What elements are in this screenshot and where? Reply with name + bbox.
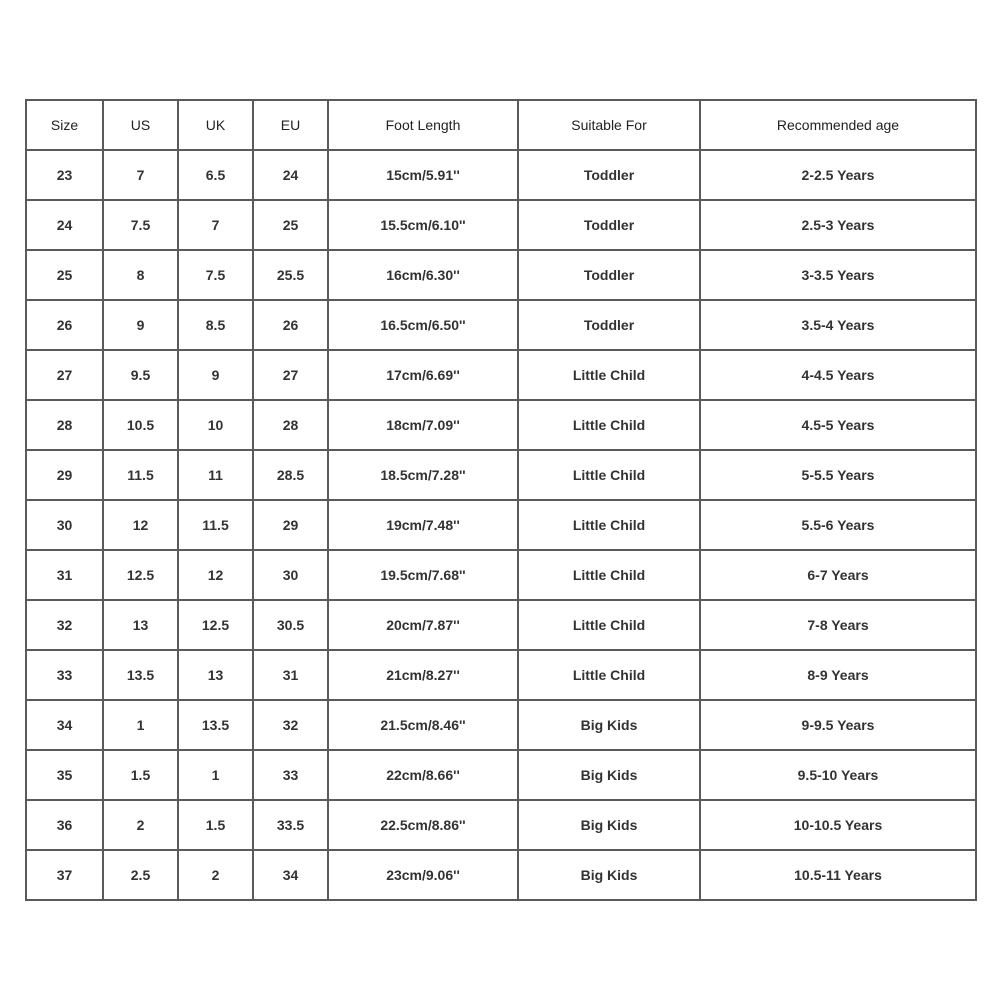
table-row bbox=[26, 350, 976, 400]
foot-length-cell: 22.5cm/8.86'' bbox=[328, 800, 518, 850]
eu-cell: 30.5 bbox=[253, 600, 328, 650]
suitable-for-cell: Big Kids bbox=[518, 850, 700, 900]
eu-cell: 28 bbox=[253, 400, 328, 450]
us-cell: 9.5 bbox=[103, 350, 178, 400]
table-row bbox=[26, 850, 976, 900]
eu-cell: 29 bbox=[253, 500, 328, 550]
eu-cell: 32 bbox=[253, 700, 328, 750]
recommended-age-cell: 10.5-11 Years bbox=[700, 850, 976, 900]
foot-length-cell: 20cm/7.87'' bbox=[328, 600, 518, 650]
eu-cell: 26 bbox=[253, 300, 328, 350]
table-row bbox=[26, 750, 976, 800]
header-foot-length: Foot Length bbox=[328, 100, 518, 150]
recommended-age-cell: 8-9 Years bbox=[700, 650, 976, 700]
us-cell: 1 bbox=[103, 700, 178, 750]
recommended-age-cell: 10-10.5 Years bbox=[700, 800, 976, 850]
header-eu: EU bbox=[253, 100, 328, 150]
table-row bbox=[26, 150, 976, 200]
us-cell: 11.5 bbox=[103, 450, 178, 500]
suitable-for-cell: Little Child bbox=[518, 650, 700, 700]
table-row bbox=[26, 400, 976, 450]
us-cell: 13.5 bbox=[103, 650, 178, 700]
table-row bbox=[26, 600, 976, 650]
recommended-age-cell: 6-7 Years bbox=[700, 550, 976, 600]
recommended-age-cell: 5.5-6 Years bbox=[700, 500, 976, 550]
recommended-age-cell: 4.5-5 Years bbox=[700, 400, 976, 450]
size-cell: 34 bbox=[26, 700, 103, 750]
suitable-for-cell: Little Child bbox=[518, 550, 700, 600]
eu-cell: 24 bbox=[253, 150, 328, 200]
eu-cell: 34 bbox=[253, 850, 328, 900]
uk-cell: 8.5 bbox=[178, 300, 253, 350]
table-row bbox=[26, 300, 976, 350]
header-size: Size bbox=[26, 100, 103, 150]
foot-length-cell: 15cm/5.91'' bbox=[328, 150, 518, 200]
us-cell: 1.5 bbox=[103, 750, 178, 800]
foot-length-cell: 19.5cm/7.68'' bbox=[328, 550, 518, 600]
recommended-age-cell: 3.5-4 Years bbox=[700, 300, 976, 350]
eu-cell: 25.5 bbox=[253, 250, 328, 300]
uk-cell: 7 bbox=[178, 200, 253, 250]
uk-cell: 7.5 bbox=[178, 250, 253, 300]
uk-cell: 11.5 bbox=[178, 500, 253, 550]
size-cell: 29 bbox=[26, 450, 103, 500]
uk-cell: 10 bbox=[178, 400, 253, 450]
size-cell: 36 bbox=[26, 800, 103, 850]
size-cell: 33 bbox=[26, 650, 103, 700]
foot-length-cell: 18cm/7.09'' bbox=[328, 400, 518, 450]
size-cell: 28 bbox=[26, 400, 103, 450]
us-cell: 12 bbox=[103, 500, 178, 550]
recommended-age-cell: 5-5.5 Years bbox=[700, 450, 976, 500]
uk-cell: 1.5 bbox=[178, 800, 253, 850]
suitable-for-cell: Toddler bbox=[518, 150, 700, 200]
uk-cell: 2 bbox=[178, 850, 253, 900]
size-cell: 32 bbox=[26, 600, 103, 650]
table-row bbox=[26, 650, 976, 700]
foot-length-cell: 16.5cm/6.50'' bbox=[328, 300, 518, 350]
header-recommended-age: Recommended age bbox=[700, 100, 976, 150]
us-cell: 9 bbox=[103, 300, 178, 350]
recommended-age-cell: 2.5-3 Years bbox=[700, 200, 976, 250]
foot-length-cell: 22cm/8.66'' bbox=[328, 750, 518, 800]
us-cell: 2 bbox=[103, 800, 178, 850]
us-cell: 13 bbox=[103, 600, 178, 650]
recommended-age-cell: 9-9.5 Years bbox=[700, 700, 976, 750]
eu-cell: 27 bbox=[253, 350, 328, 400]
size-cell: 35 bbox=[26, 750, 103, 800]
size-cell: 30 bbox=[26, 500, 103, 550]
size-cell: 37 bbox=[26, 850, 103, 900]
foot-length-cell: 15.5cm/6.10'' bbox=[328, 200, 518, 250]
suitable-for-cell: Little Child bbox=[518, 400, 700, 450]
suitable-for-cell: Big Kids bbox=[518, 700, 700, 750]
suitable-for-cell: Little Child bbox=[518, 350, 700, 400]
uk-cell: 13.5 bbox=[178, 700, 253, 750]
eu-cell: 30 bbox=[253, 550, 328, 600]
size-cell: 26 bbox=[26, 300, 103, 350]
suitable-for-cell: Big Kids bbox=[518, 750, 700, 800]
suitable-for-cell: Little Child bbox=[518, 500, 700, 550]
size-cell: 31 bbox=[26, 550, 103, 600]
table-row bbox=[26, 200, 976, 250]
eu-cell: 25 bbox=[253, 200, 328, 250]
uk-cell: 9 bbox=[178, 350, 253, 400]
uk-cell: 6.5 bbox=[178, 150, 253, 200]
uk-cell: 1 bbox=[178, 750, 253, 800]
table-row bbox=[26, 500, 976, 550]
suitable-for-cell: Little Child bbox=[518, 600, 700, 650]
foot-length-cell: 21cm/8.27'' bbox=[328, 650, 518, 700]
foot-length-cell: 19cm/7.48'' bbox=[328, 500, 518, 550]
eu-cell: 31 bbox=[253, 650, 328, 700]
header-suitable-for: Suitable For bbox=[518, 100, 700, 150]
recommended-age-cell: 3-3.5 Years bbox=[700, 250, 976, 300]
size-chart-body bbox=[26, 150, 976, 900]
table-row bbox=[26, 700, 976, 750]
eu-cell: 28.5 bbox=[253, 450, 328, 500]
uk-cell: 13 bbox=[178, 650, 253, 700]
foot-length-cell: 18.5cm/7.28'' bbox=[328, 450, 518, 500]
us-cell: 12.5 bbox=[103, 550, 178, 600]
foot-length-cell: 16cm/6.30'' bbox=[328, 250, 518, 300]
foot-length-cell: 23cm/9.06'' bbox=[328, 850, 518, 900]
header-row bbox=[26, 100, 976, 150]
suitable-for-cell: Little Child bbox=[518, 450, 700, 500]
eu-cell: 33.5 bbox=[253, 800, 328, 850]
suitable-for-cell: Big Kids bbox=[518, 800, 700, 850]
size-chart-table bbox=[25, 99, 977, 901]
suitable-for-cell: Toddler bbox=[518, 200, 700, 250]
recommended-age-cell: 9.5-10 Years bbox=[700, 750, 976, 800]
us-cell: 10.5 bbox=[103, 400, 178, 450]
size-cell: 25 bbox=[26, 250, 103, 300]
suitable-for-cell: Toddler bbox=[518, 250, 700, 300]
recommended-age-cell: 4-4.5 Years bbox=[700, 350, 976, 400]
recommended-age-cell: 7-8 Years bbox=[700, 600, 976, 650]
header-uk: UK bbox=[178, 100, 253, 150]
foot-length-cell: 21.5cm/8.46'' bbox=[328, 700, 518, 750]
size-chart-header bbox=[26, 100, 976, 150]
us-cell: 2.5 bbox=[103, 850, 178, 900]
uk-cell: 11 bbox=[178, 450, 253, 500]
eu-cell: 33 bbox=[253, 750, 328, 800]
header-us: US bbox=[103, 100, 178, 150]
size-cell: 23 bbox=[26, 150, 103, 200]
size-cell: 24 bbox=[26, 200, 103, 250]
size-cell: 27 bbox=[26, 350, 103, 400]
recommended-age-cell: 2-2.5 Years bbox=[700, 150, 976, 200]
foot-length-cell: 17cm/6.69'' bbox=[328, 350, 518, 400]
table-row bbox=[26, 550, 976, 600]
table-row bbox=[26, 250, 976, 300]
us-cell: 8 bbox=[103, 250, 178, 300]
table-row bbox=[26, 800, 976, 850]
uk-cell: 12 bbox=[178, 550, 253, 600]
uk-cell: 12.5 bbox=[178, 600, 253, 650]
us-cell: 7.5 bbox=[103, 200, 178, 250]
us-cell: 7 bbox=[103, 150, 178, 200]
table-row bbox=[26, 450, 976, 500]
suitable-for-cell: Toddler bbox=[518, 300, 700, 350]
